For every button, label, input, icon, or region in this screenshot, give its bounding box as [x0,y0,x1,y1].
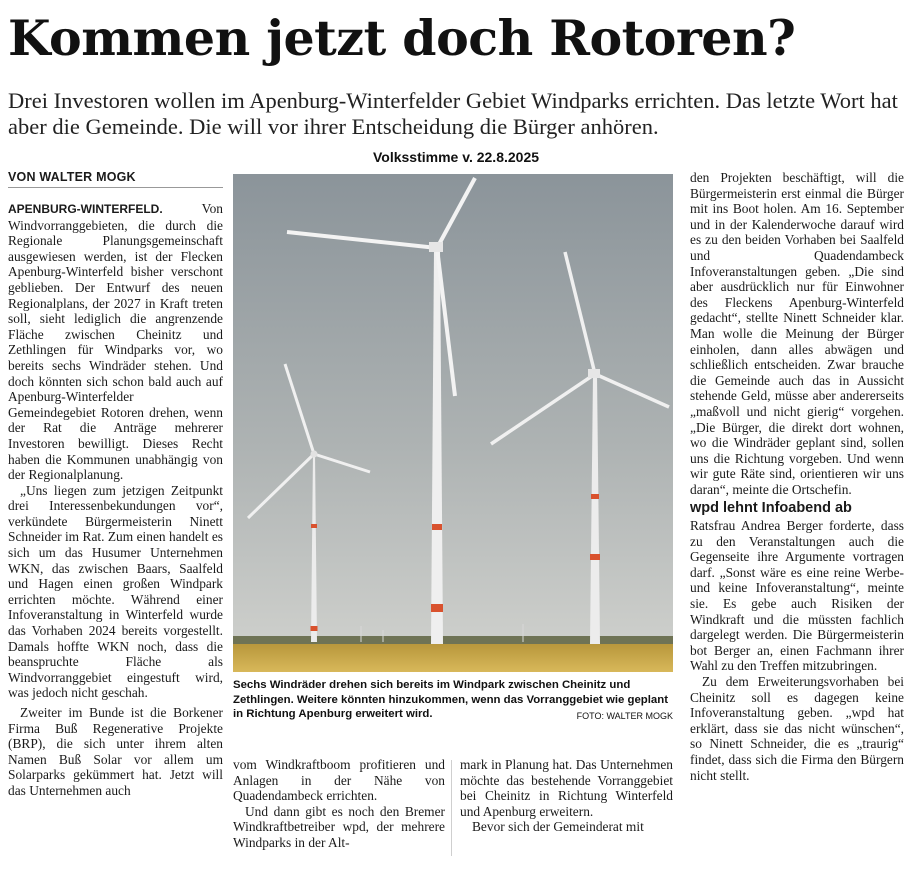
photo-credit: FOTO: WALTER MOGK [576,711,673,721]
col1-paragraph-3: Zweiter im Bunde ist die Borkener Firma Buß Regenerative Projekte (BRP), die sich unter ihrem alten Namen Buß Solar vor allem um Solarparks gekümmert hat. Jetzt will das Unternehmen auch [8,705,223,798]
section-subheading: wpd lehnt Infoabend ab [690,500,852,517]
col4-paragraph-1: den Projekten beschäftigt, will die Bürgermeisterin erst einmal die Bürger mit ins Boot holen. Am 16. September und in der Kalenderwoche darauf wird es zu den beiden Vorhaben bei Saalfeld und Quadendambeck Infoveranstaltungen geben. „Die sind aber ausdrücklich nur für Einwohner des Fleckens Apenburg-Winterfeld gedacht“, stellte Ninett Schneider klar. Man wolle die Meinung der Bürger einholen, dann alles abwägen und schließlich entscheiden. Zwar brauche die Gemeinde auch das in Aussicht stehende Geld, müsse aber andererseits „maßvoll und nicht gierig“ vorgehen. „Die Bürger, die direkt dort wohnen, wo die Windräder geplant sind, sollen uns die Richtung vorgeben. Und wenn wir gute Räte sind, orientieren wir uns daran“, meinte die Ortschefin. [690,170,904,497]
author-byline: VON WALTER MOGK [8,170,223,188]
caption-text: Sechs Windräder drehen sich bereits im Windpark zwischen Cheinitz und Zethlingen. Weitere könnten hinzukommen, wenn das Vorranggebiet wie geplant in Richtung Apenburg erweitert wird. [233,679,669,720]
photo-caption [233,678,673,724]
col4-paragraph-2: Ratsfrau Andrea Berger forderte, dass zu den Veranstaltungen auch die Gegenseite ihre Argumente vortragen darf. „Sonst wäre es eine reine Werbe- und keine Infoveranstaltung“, meinte sie. Es gebe auch Risiken der Windkraft und die müssten fachlich dargelegt werden. Die Bürgermeisterin bot Berger an, einen Fachmann ihrer Wahl zu den Treffen mitzubringen. [690,518,904,674]
col4-paragraph-3: Zu dem Erweiterungsvorhaben bei Cheinitz soll es dagegen keine Infoveranstaltung geben. „wpd hat erklärt, dass sie das nicht wünschen“, so Ninett Schneider, die es „traurig“ findet, dass sich die Firma den Bürgern nicht stellt. [690,674,904,783]
column-2 [233,757,445,851]
wind-turbine-photo [233,174,673,672]
column-divider [451,760,452,856]
source-line: Volksstimme v. 22.8.2025 [372,149,540,165]
col1-p1-text: Von Windvorranggebieten, die durch die Regionale Planungsgemeinschaft ausgewiesen werden, ist der Flecken Apenburg-Winterfeld bisher verschont geblieben. Der Entwurf des neuen Regionalplans, der 2027 in Kraft treten soll, sieht lediglich die angrenzende Fläche zwischen Cheinitz und Zethlingen für Windparks vor, wo bereits sechs Windräder stehen. Und doch könnten sich schon bald auch auf Apenburg-Winterfelder Gemeindegebiet Rotoren drehen, wenn der Rat die Anträge mehrerer Investoren bewilligt. Dieses Recht haben die Kommunen unabhängig von der Regionalplanung. [8,201,223,483]
col2-paragraph-1: vom Windkraftboom profitieren und Anlagen in der Nähe von Quadendambeck errichten. [233,757,445,804]
col2-paragraph-2: Und dann gibt es noch den Bremer Windkraftbetreiber wpd, der mehrere Windparks in der Alt- [233,803,445,850]
subheadline: Drei Investoren wollen im Apenburg-Winterfelder Gebiet Windparks errichten. Das letzte Wort hat aber die Gemeinde. Die will vor ihrer Entscheidung die Bürger anhören. [8,88,898,139]
dateline: APENBURG-WINTERFELD. [8,202,163,216]
wind-turbines-illustration [233,174,673,672]
column-3 [460,757,673,835]
col1-paragraph-2: „Uns liegen zum jetzigen Zeitpunkt drei Interessenbekundungen vor“, verkündete Bürgermeisterin Ninett Schneider im Rat. Zum einen handelt es sich um das Husumer Unternehmen WKN, das zwischen Baars, Saalfeld und Hagen einen großen Windpark errichten möchte. Während einer Infoveranstaltung in Winterfeld wurde das Vorhaben 2024 bereits vorgestellt. Damals hoffte WKN noch, dass die beanspruchte Fläche als Windvorranggebiet eingestuft wird, was jedoch nicht geschah. [8,482,223,701]
col3-paragraph-2: Bevor sich der Gemeinderat mit [472,819,644,835]
headline: Kommen jetzt doch Rotoren? [8,9,796,67]
column-1 [8,201,223,799]
col1-paragraph-1 [8,201,223,483]
column-4 [690,170,904,783]
col3-paragraph-1: mark in Planung hat. Das Unternehmen möchte das bestehende Vorranggebiet bei Cheinitz in Richtung Winterfeld und Apenburg erweitern. [460,757,673,819]
